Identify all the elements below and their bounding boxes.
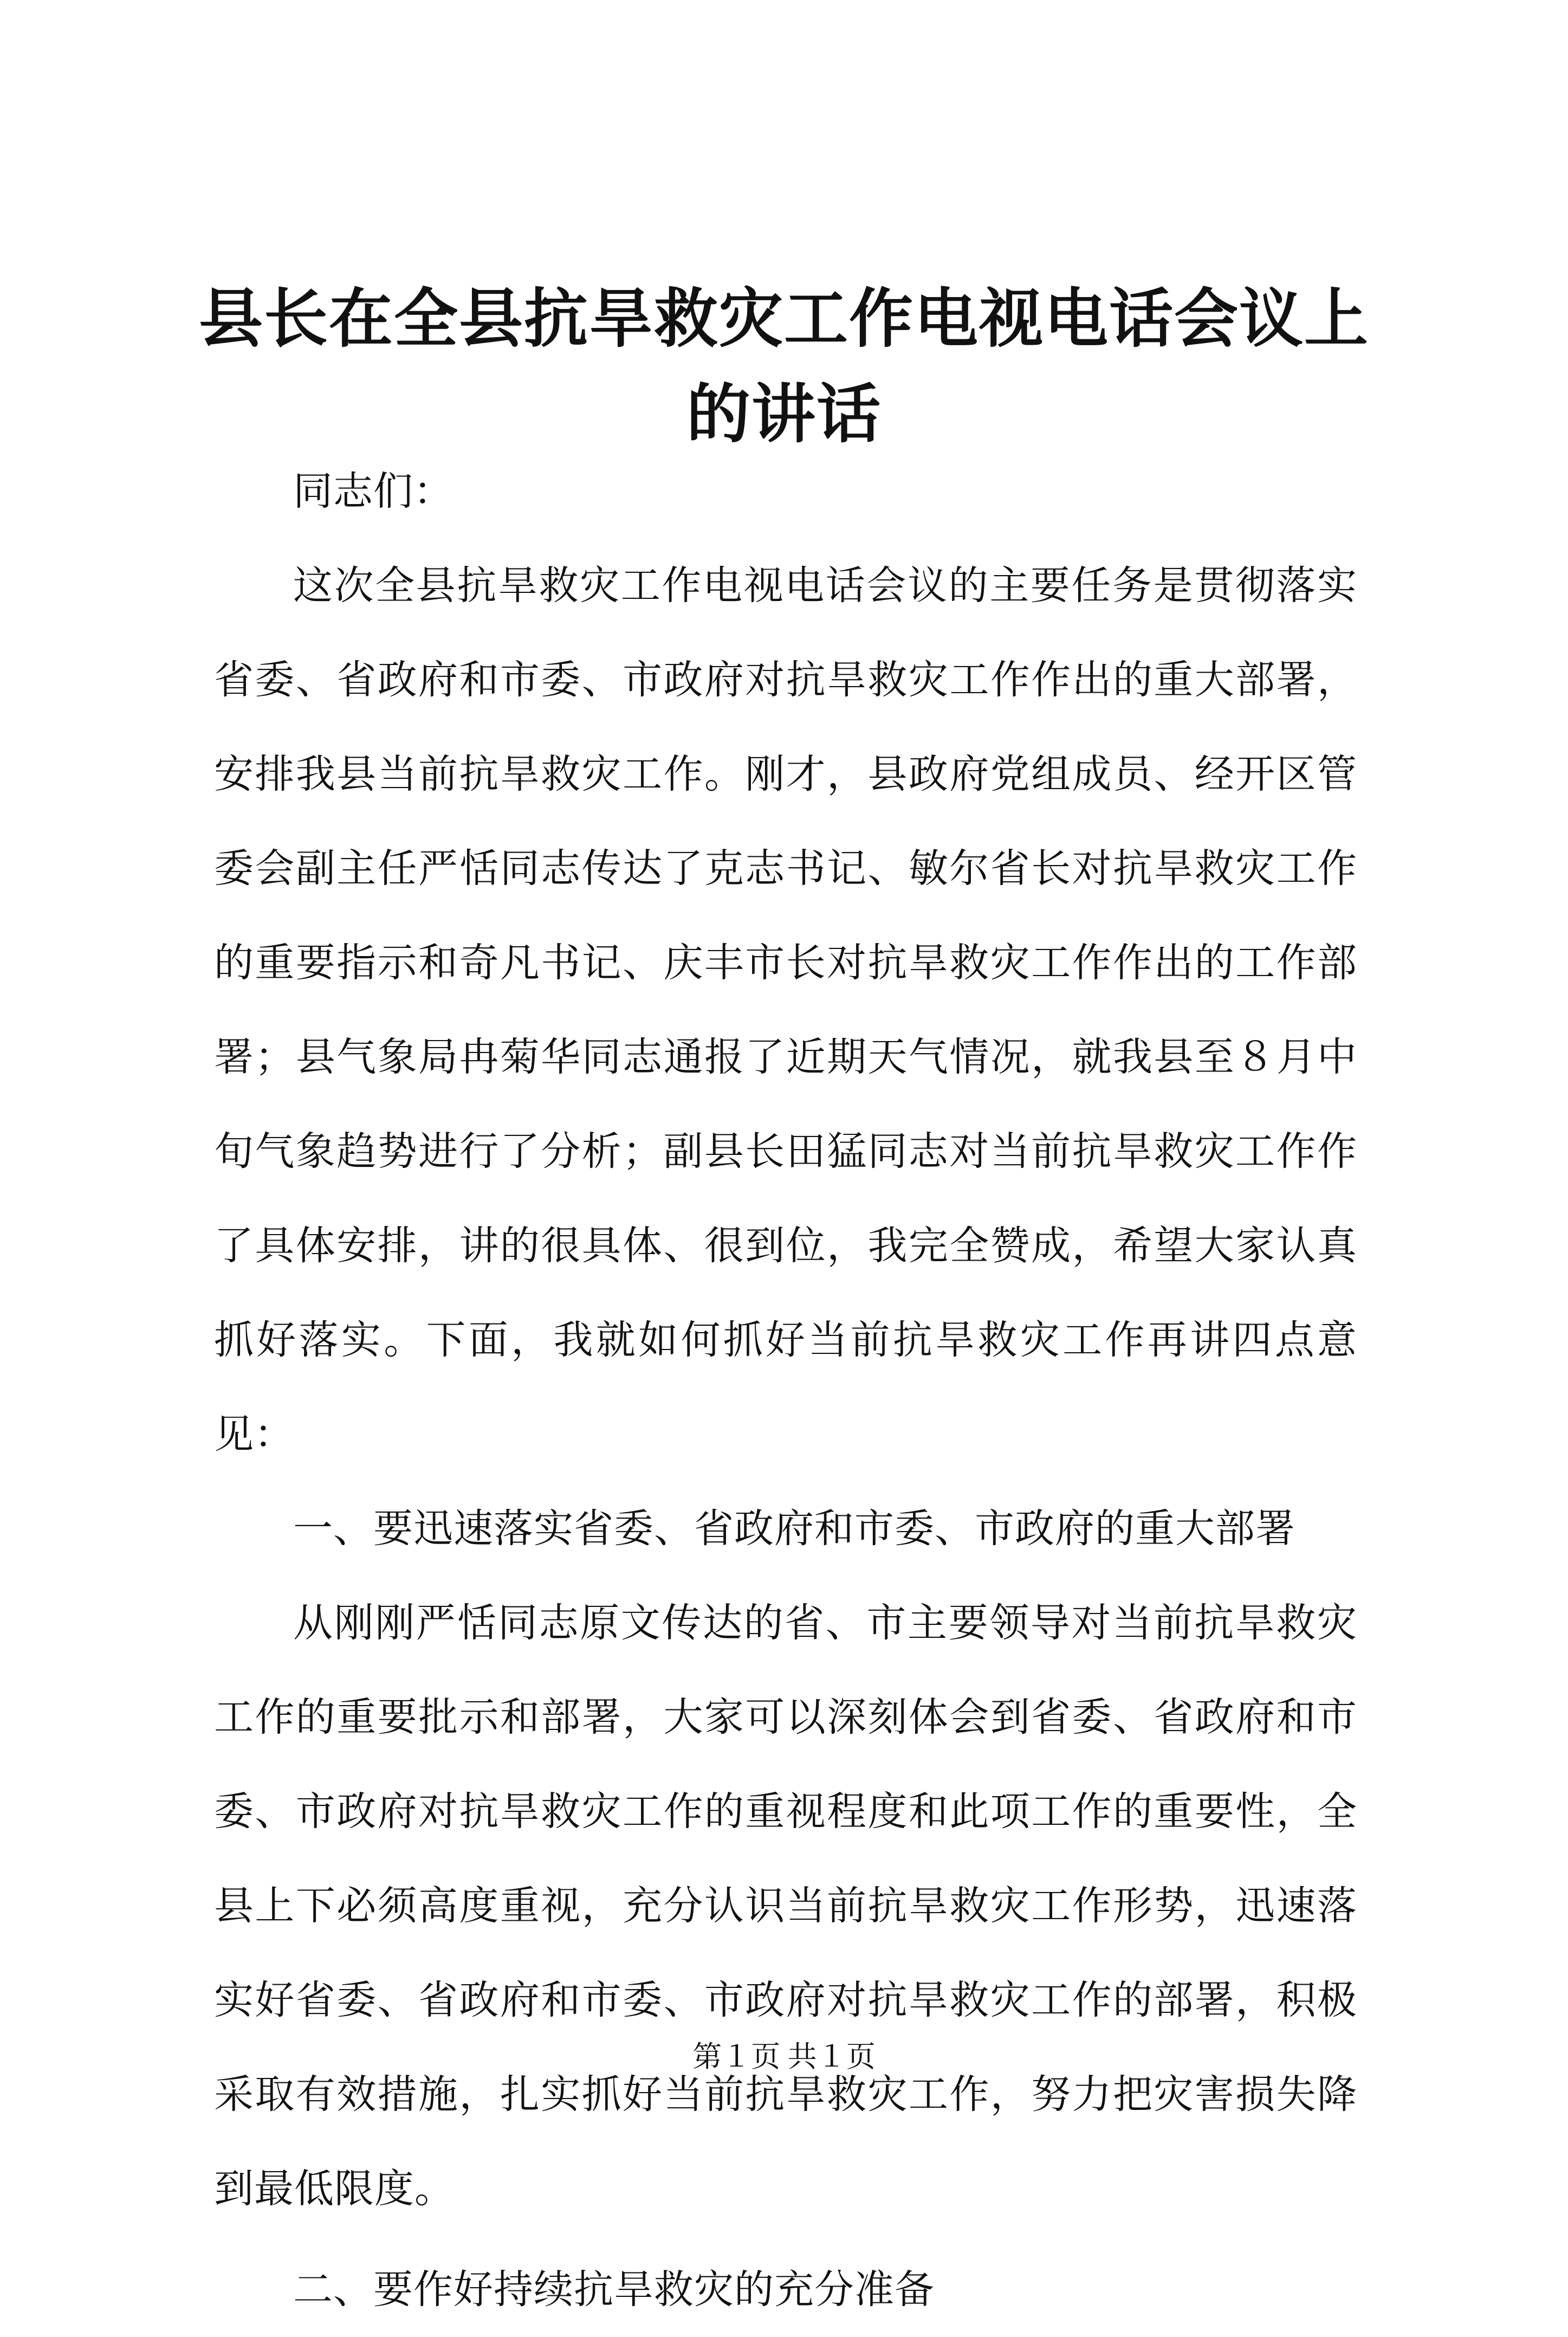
section-2-heading: 二、要作好持续抗旱救灾的充分准备 xyxy=(293,2267,935,2313)
page-footer: 第１页 共１页 xyxy=(692,2041,876,2073)
document-title: 县长在全县抗旱救灾工作电视电话会议上的讲话 xyxy=(198,281,1369,451)
salutation: 同志们： xyxy=(293,468,453,514)
section-1-heading: 一、要迅速落实省委、省政府和市委、市政府的重大部署 xyxy=(293,1506,1295,1552)
section-1-paragraph: 从刚刚严恬同志原文传达的省、市主要领导对当前抗旱救灾工作的重要批示和部署，大家可以深刻体会到省委、省政府和市委、市政府对抗旱救灾工作的重视程度和此项工作的重要性，全县上下必须高度重视，充分认识当前抗旱救灾工作形势，迅速落实好省委、省政府和市委、市政府对抗旱救灾工作的部署，积极采取有效措施，扎实抓好当前抗旱救灾工作，努力把灾害损失降到最低限度。 xyxy=(214,1600,1357,2212)
intro-paragraph: 这次全县抗旱救灾工作电视电话会议的主要任务是贯彻落实省委、省政府和市委、市政府对抗旱救灾工作作出的重大部署，安排我县当前抗旱救灾工作。刚才，县政府党组成员、经开区管委会副主任严恬同志传达了克志书记、敏尔省长对抗旱救灾工作的重要指示和奇凡书记、庆丰市长对抗旱救灾工作作出的工作部署；县气象局冉菊华同志通报了近期天气情况，就我县至８月中旬气象趋势进行了分析；副县长田猛同志对当前抗旱救灾工作作了具体安排，讲的很具体、很到位，我完全赞成，希望大家认真抓好落实。下面，我就如何抓好当前抗旱救灾工作再讲四点意见： xyxy=(214,563,1357,1457)
